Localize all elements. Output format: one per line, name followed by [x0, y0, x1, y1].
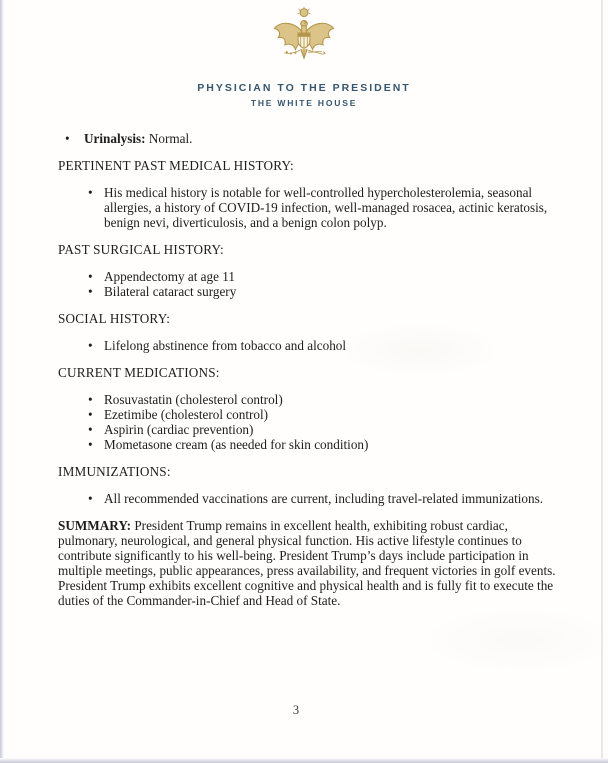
list-item: • Appendectomy at age 11: [58, 269, 558, 284]
list-item: • Ezetimibe (cholesterol control): [58, 407, 558, 422]
document-body: [58, 131, 558, 608]
text-line: contribute significantly to his well-being. President Trump’s days include participation in: [58, 548, 529, 563]
scan-edge-bottom: [0, 758, 608, 763]
section-heading: CURRENT MEDICATIONS:: [58, 365, 220, 380]
scan-edge-right: [601, 0, 603, 763]
section-heading: IMMUNIZATIONS:: [58, 464, 171, 479]
bullet-list: [58, 392, 558, 452]
scan-edge-left: [0, 0, 4, 763]
section-heading: PAST SURGICAL HISTORY:: [58, 242, 224, 257]
text-line: duties of the Commander-in-Chief and Head of State.: [58, 593, 341, 608]
list-item: • Aspirin (cardiac prevention): [58, 422, 558, 437]
text-line: allergies, a history of COVID-19 infection, well-managed rosacea, actinic keratosis,: [104, 200, 548, 215]
bullet-list: [58, 131, 558, 146]
text-line: benign nevi, diverticulosis, and a benign colon polyp.: [104, 215, 387, 230]
text-line: SUMMARY: President Trump remains in excellent health, exhibiting robust cardiac,: [58, 518, 508, 533]
text-line: multiple meetings, public appearances, press availability, and frequent victories in golf events.: [58, 563, 556, 578]
text-line: pulmonary, neurological, and general physical function. His active lifestyle continues to: [58, 533, 522, 548]
header-title: PHYSICIAN TO THE PRESIDENT: [197, 82, 411, 94]
section-heading: SOCIAL HISTORY:: [58, 311, 171, 326]
bullet-list: [58, 338, 558, 353]
presidential-eagle-seal-icon: [271, 5, 337, 69]
bullet-list: [58, 269, 558, 299]
page-number: 3: [292, 703, 300, 717]
text-line: • His medical history is notable for well-controlled hypercholesterolemia, seasonal: [104, 185, 533, 200]
list-item: • Lifelong abstinence from tobacco and alcohol: [58, 338, 558, 353]
list-item: • All recommended vaccinations are current, including travel-related immunizations.: [58, 491, 558, 506]
header-subtitle: THE WHITE HOUSE: [250, 98, 358, 108]
summary-paragraph: [58, 518, 558, 608]
text-line: President Trump exhibits excellent cognitive and physical health and is fully fit to execute the: [58, 578, 554, 593]
list-item: • Urinalysis: Normal.: [58, 131, 558, 146]
list-item: • Bilateral cataract surgery: [58, 284, 558, 299]
bullet-list: [58, 491, 558, 506]
list-item: • Mometasone cream (as needed for skin condition): [58, 437, 558, 452]
list-item: [58, 185, 558, 230]
bullet-list: [58, 185, 558, 230]
list-item: • Rosuvastatin (cholesterol control): [58, 392, 558, 407]
section-heading: PERTINENT PAST MEDICAL HISTORY:: [58, 158, 294, 173]
